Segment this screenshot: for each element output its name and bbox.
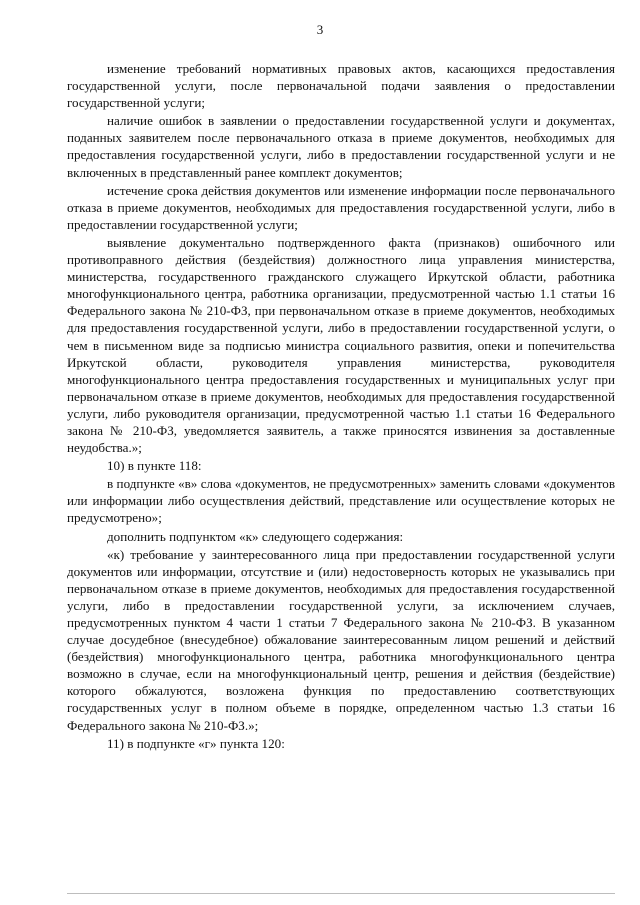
paragraph-4: выявление документально подтвержденного факта (признаков) ошибочного или противоправного действия (бездействия) должностного лица управления министерства, министерства, государственного гражданского служащего Иркутской области, работника многофункционального центра, работника организации, предусмотренной частью 1.1 статьи 16 Федерального закона № 210-ФЗ, при первоначальном отказе в приеме документов, необходимых для предоставления государственной услуги, либо в предоставлении государственной услуги, о чем в письменном виде за подписью министра социального развития, опеки и попечительства Иркутской области, руководителя управления министерства, руководителя многофункционального центра предоставления государственных и муниципальных услуг при первоначальном отказе в приеме документов, необходимых для предоставления государственной услуги, либо руководителя организации, предусмотренной частью 1.1 статьи 16 Федерального закона № 210-ФЗ, уведомляется заявитель, а также приносятся извинения за доставленные неудобства.»; xyxy=(67,234,615,456)
page-number: 3 xyxy=(316,22,324,37)
paragraph-8: «к) требование у заинтересованного лица при предоставлении государственной услуги документов или информации, отсутствие и (или) недостоверность которых не указывались при первоначальном отказе в приеме документов, необходимых для предоставления государственной услуги, либо в предоставлении государственной услуги, за исключением случаев, предусмотренных пунктом 4 части 1 статьи 7 Федерального закона № 210-ФЗ. В указанном случае досудебное (внесудебное) обжалование заинтересованным лицом решений и действий (бездействия) многофункционального центра, работника многофункционального центра возможно в случае, если на многофункциональный центр, решения и действия (бездействие) которого обжалуются, возложена функция по предоставлению соответствующих государственных услуг в полном объеме в порядке, определенном частью 1.3 статьи 16 Федерального закона № 210-ФЗ.»; xyxy=(67,546,615,733)
paragraph-3: истечение срока действия документов или изменение информации после первоначального отказа в приеме документов, необходимых для предоставления государственной услуги, либо в предоставлении государственной услуги; xyxy=(67,182,615,232)
paragraph-1: изменение требований нормативных правовых актов, касающихся предоставления государственной услуги, после первоначальной подачи заявления о предоставлении государственной услуги; xyxy=(67,61,615,111)
paragraph-5: 10) в пункте 118: xyxy=(107,458,202,474)
paragraph-7: дополнить подпунктом «к» следующего содержания: xyxy=(107,528,404,544)
paragraph-6: в подпункте «в» слова «документов, не предусмотренных» заменить словами «документов или информации либо осуществления действий, представление или осуществление которых не предусмотрено»; xyxy=(67,476,615,526)
paragraph-2: наличие ошибок в заявлении о предоставлении государственной услуги и документах, поданных заявителем после первоначального отказа в приеме документов, необходимых для предоставления государственной услуги, либо в предоставлении государственной услуги и не включенных в представленный ранее комплект документов; xyxy=(67,113,615,180)
paragraph-9: 11) в подпункте «г» пункта 120: xyxy=(107,735,285,751)
document-body xyxy=(67,60,615,752)
bottom-divider xyxy=(67,893,615,894)
